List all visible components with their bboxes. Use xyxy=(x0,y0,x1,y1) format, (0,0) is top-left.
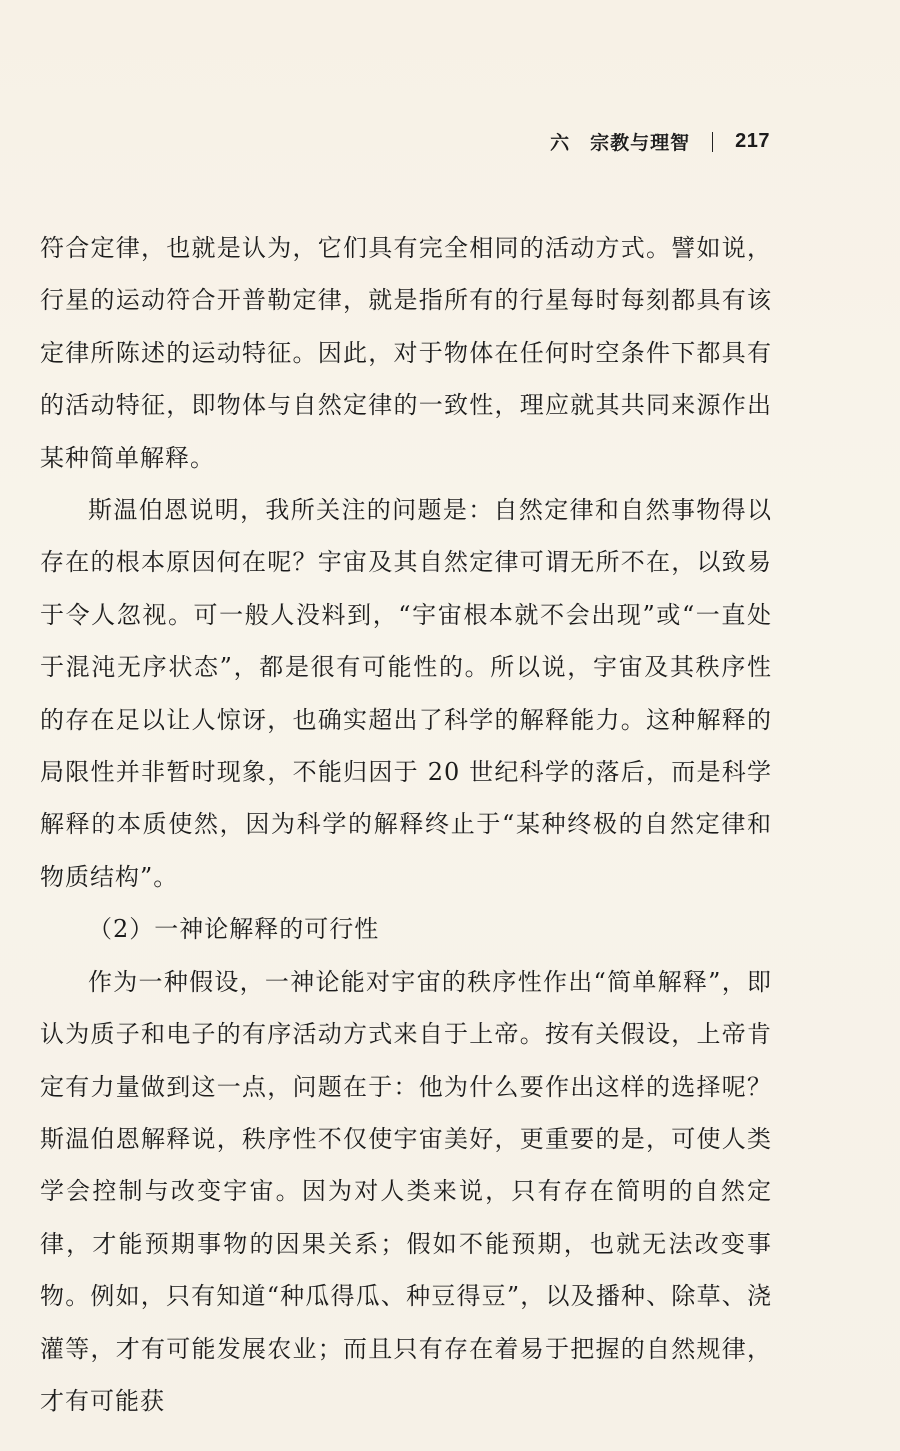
page-number: 217 xyxy=(735,130,770,152)
chapter-number: 六 xyxy=(550,132,571,154)
running-head xyxy=(550,128,770,155)
paragraph: 作为一种假设，一神论能对宇宙的秩序性作出“简单解释”，即认为质子和电子的有序活动方式来自于上帝。按有关假设，上帝肯定有力量做到这一点，问题在于：他为什么要作出这样的选择呢？斯温伯恩解释说，秩序性不仅使宇宙美好，更重要的是，可使人类学会控制与改变宇宙。因为对人类来说，只有存在简明的自然定律，才能预期事物的因果关系；假如不能预期，也就无法改变事物。例如，只有知道“种瓜得瓜、种豆得豆”，以及播种、除草、浇灌等，才有可能发展农业；而且只有存在着易于把握的自然规律，才有可能获 xyxy=(40,967,772,1415)
paragraph-continued: 符合定律，也就是认为，它们具有完全相同的活动方式。譬如说，行星的运动符合开普勒定律，就是指所有的行星每时每刻都具有该定律所陈述的运动特征。因此，对于物体在任何时空条件下都具有的活动特征，即物体与自然定律的一致性，理应就其共同来源作出某种简单解释。 xyxy=(40,234,772,472)
chapter-title: 宗教与理智 xyxy=(590,132,691,154)
header-divider xyxy=(712,132,713,152)
section-heading: （2）一神论解释的可行性 xyxy=(88,915,380,944)
paragraph: 斯温伯恩说明，我所关注的问题是：自然定律和自然事物得以存在的根本原因何在呢？宇宙及其自然定律可谓无所不在，以致易于令人忽视。可一般人没料到，“宇宙根本就不会出现”或“一直处于混沌无序状态”，都是很有可能性的。所以说，宇宙及其秩序性的存在足以让人惊讶，也确实超出了科学的解释能力。这种解释的局限性并非暂时现象，不能归因于 20 世纪科学的落后，而是科学解释的本质使然，因为科学的解释终止于“某种终极的自然定律和物质结构”。 xyxy=(40,496,772,891)
body-text xyxy=(40,222,772,1427)
